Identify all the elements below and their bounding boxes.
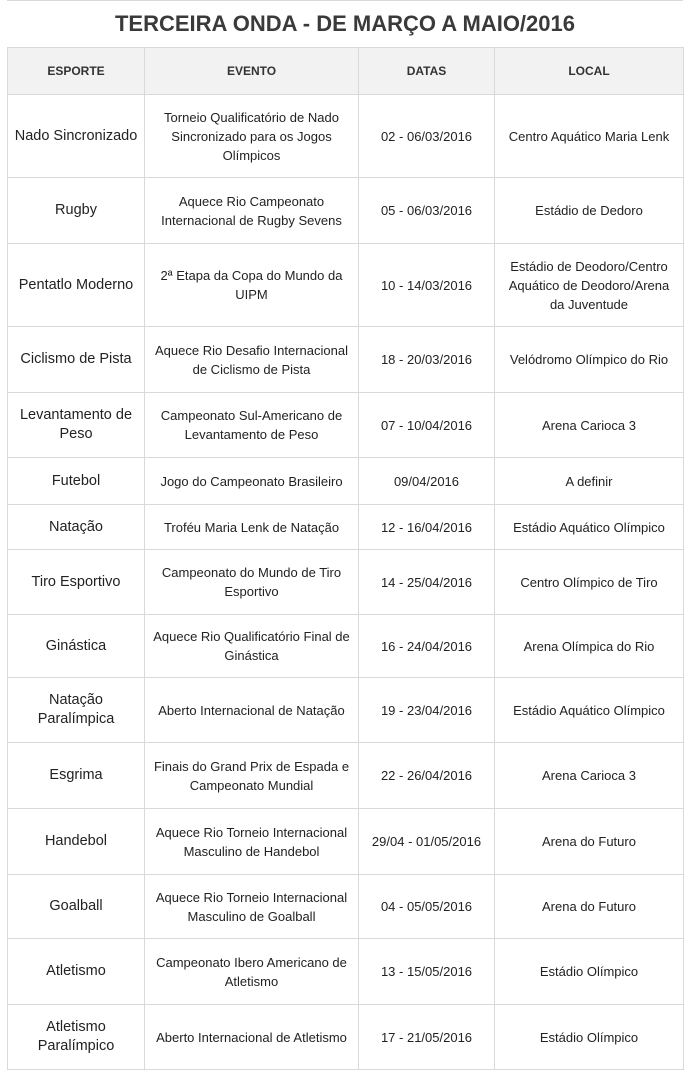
table-row — [8, 178, 684, 244]
cell-venue: Estádio Aquático Olímpico — [495, 678, 684, 743]
table-row — [8, 505, 684, 550]
cell-dates: 13 - 15/05/2016 — [359, 939, 495, 1005]
cell-sport: Esgrima — [8, 743, 145, 809]
table-row — [8, 743, 684, 809]
cell-sport: Tiro Esportivo — [8, 550, 145, 615]
schedule-table-container — [7, 0, 683, 1070]
cell-event: Aquece Rio Torneio Internacional Masculino de Goalball — [145, 875, 359, 939]
table-row — [8, 678, 684, 743]
cell-venue: A definir — [495, 458, 684, 505]
column-header-esporte: ESPORTE — [8, 48, 145, 95]
cell-venue: Arena do Futuro — [495, 809, 684, 875]
column-header-evento: EVENTO — [145, 48, 359, 95]
cell-dates: 17 - 21/05/2016 — [359, 1005, 495, 1070]
cell-event: Campeonato Ibero Americano de Atletismo — [145, 939, 359, 1005]
cell-event: Aquece Rio Qualificatório Final de Ginástica — [145, 615, 359, 678]
cell-event: Aquece Rio Desafio Internacional de Ciclismo de Pista — [145, 327, 359, 393]
cell-sport: Ginástica — [8, 615, 145, 678]
cell-event: Aquece Rio Campeonato Internacional de Rugby Sevens — [145, 178, 359, 244]
table-row — [8, 875, 684, 939]
cell-sport: Futebol — [8, 458, 145, 505]
cell-event: Aquece Rio Torneio Internacional Masculino de Handebol — [145, 809, 359, 875]
cell-venue: Velódromo Olímpico do Rio — [495, 327, 684, 393]
cell-dates: 14 - 25/04/2016 — [359, 550, 495, 615]
cell-venue: Centro Aquático Maria Lenk — [495, 95, 684, 178]
cell-venue: Arena Carioca 3 — [495, 393, 684, 458]
cell-venue: Arena Carioca 3 — [495, 743, 684, 809]
table-row — [8, 550, 684, 615]
cell-event: Troféu Maria Lenk de Natação — [145, 505, 359, 550]
cell-dates: 02 - 06/03/2016 — [359, 95, 495, 178]
cell-dates: 19 - 23/04/2016 — [359, 678, 495, 743]
table-row — [8, 95, 684, 178]
cell-event: Campeonato Sul-Americano de Levantamento de Peso — [145, 393, 359, 458]
cell-sport: Natação — [8, 505, 145, 550]
cell-dates: 05 - 06/03/2016 — [359, 178, 495, 244]
cell-event: Torneio Qualificatório de Nado Sincronizado para os Jogos Olímpicos — [145, 95, 359, 178]
cell-sport: Pentatlo Moderno — [8, 244, 145, 327]
cell-dates: 09/04/2016 — [359, 458, 495, 505]
table-row — [8, 393, 684, 458]
column-header-local: LOCAL — [495, 48, 684, 95]
cell-sport: Natação Paralímpica — [8, 678, 145, 743]
cell-sport: Atletismo — [8, 939, 145, 1005]
table-body — [8, 95, 684, 1070]
table-row — [8, 615, 684, 678]
cell-event: Jogo do Campeonato Brasileiro — [145, 458, 359, 505]
cell-venue: Estádio Olímpico — [495, 939, 684, 1005]
cell-venue: Estádio Aquático Olímpico — [495, 505, 684, 550]
cell-dates: 10 - 14/03/2016 — [359, 244, 495, 327]
cell-dates: 12 - 16/04/2016 — [359, 505, 495, 550]
cell-dates: 16 - 24/04/2016 — [359, 615, 495, 678]
cell-sport: Handebol — [8, 809, 145, 875]
cell-event: Finais do Grand Prix de Espada e Campeonato Mundial — [145, 743, 359, 809]
cell-sport: Ciclismo de Pista — [8, 327, 145, 393]
cell-venue: Centro Olímpico de Tiro — [495, 550, 684, 615]
cell-sport: Atletismo Paralímpico — [8, 1005, 145, 1070]
cell-sport: Rugby — [8, 178, 145, 244]
cell-venue: Estádio de Dedoro — [495, 178, 684, 244]
cell-dates: 07 - 10/04/2016 — [359, 393, 495, 458]
page-title: TERCEIRA ONDA - DE MARÇO A MAIO/2016 — [7, 0, 683, 47]
column-header-datas: DATAS — [359, 48, 495, 95]
cell-sport: Levantamento de Peso — [8, 393, 145, 458]
table-row — [8, 327, 684, 393]
cell-sport: Nado Sincronizado — [8, 95, 145, 178]
table-row — [8, 809, 684, 875]
schedule-table — [7, 47, 684, 1070]
cell-dates: 04 - 05/05/2016 — [359, 875, 495, 939]
table-row — [8, 939, 684, 1005]
table-row — [8, 1005, 684, 1070]
cell-sport: Goalball — [8, 875, 145, 939]
cell-dates: 22 - 26/04/2016 — [359, 743, 495, 809]
cell-venue: Arena Olímpica do Rio — [495, 615, 684, 678]
cell-event: Aberto Internacional de Atletismo — [145, 1005, 359, 1070]
cell-venue: Estádio Olímpico — [495, 1005, 684, 1070]
table-row — [8, 244, 684, 327]
cell-dates: 29/04 - 01/05/2016 — [359, 809, 495, 875]
cell-event: 2ª Etapa da Copa do Mundo da UIPM — [145, 244, 359, 327]
table-row — [8, 458, 684, 505]
cell-dates: 18 - 20/03/2016 — [359, 327, 495, 393]
cell-venue: Estádio de Deodoro/Centro Aquático de Deodoro/Arena da Juventude — [495, 244, 684, 327]
table-header-row — [8, 48, 684, 95]
cell-venue: Arena do Futuro — [495, 875, 684, 939]
cell-event: Aberto Internacional de Natação — [145, 678, 359, 743]
cell-event: Campeonato do Mundo de Tiro Esportivo — [145, 550, 359, 615]
